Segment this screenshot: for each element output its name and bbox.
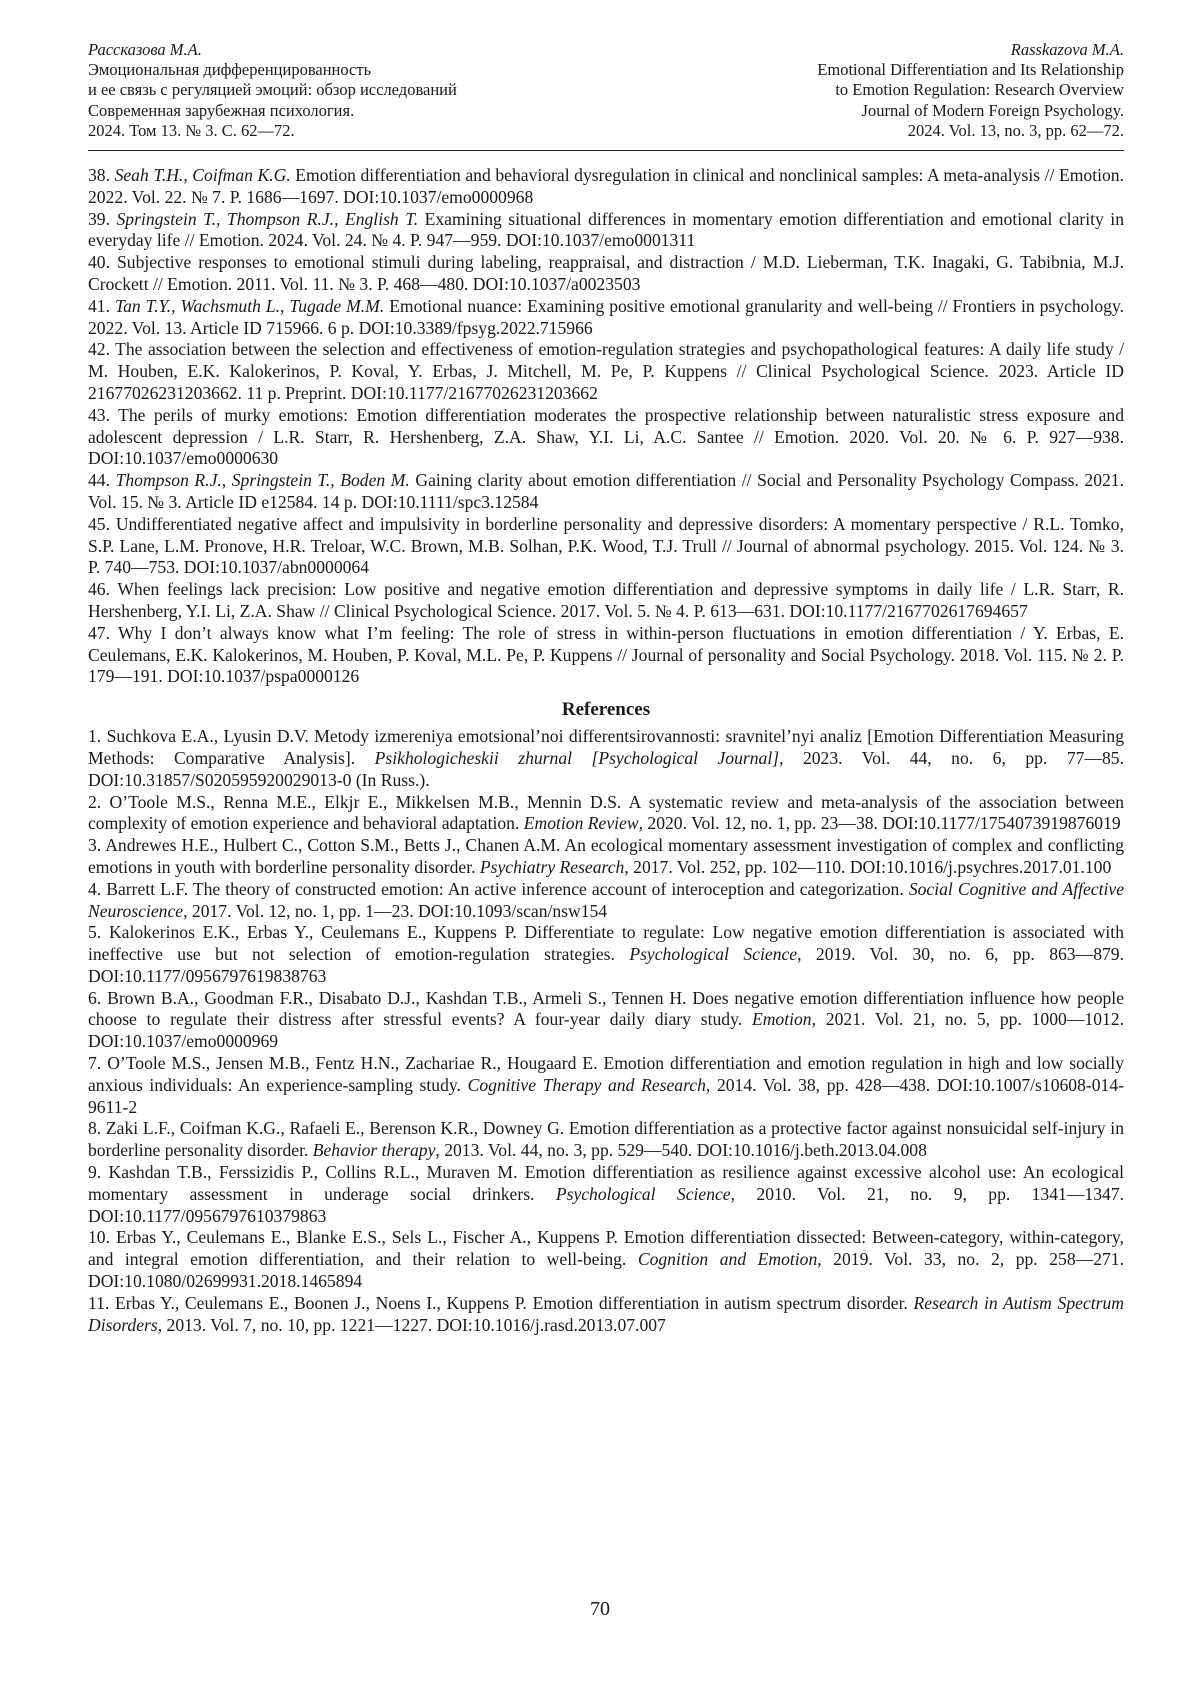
reference-entry [88, 792, 1124, 836]
reference-entry [88, 1053, 1124, 1118]
references-list [88, 726, 1124, 1336]
reference-text: The perils of murky emotions: Emotion differentiation moderates the prospective relationship between naturalistic stress exposure and adolescent depression / L.R. Starr, R. Hershenberg, Z.A. Shaw, Y.I. Li, A.C. Santee // Emotion. 2020. Vol. 20. № 6. P. 927—938. DOI:10.1037/emo0000630 [88, 405, 1124, 469]
references-heading: References [88, 698, 1124, 722]
reference-journal: Psikhologicheskii zhurnal [Psychological Journal] [375, 748, 779, 768]
reference-text: Gaining clarity about emotion differentiation // Social and Personality Psychology Compass. 2021. Vol. 15. № 3. Article ID e12584. 14 p. DOI:10.1111/spc3.12584 [88, 470, 1124, 512]
reference-number: 38. [88, 165, 110, 185]
reference-number: 4. [88, 879, 101, 899]
reference-text: Kashdan T.B., Ferssizidis P., Collins R.L., Muraven M. Emotion differentiation as resilience against excessive alcohol use: An ecological momentary assessment in underage social drinkers. [88, 1162, 1124, 1204]
reference-journal: Social Cognitive and Affective Neuroscience [88, 879, 1124, 921]
reference-entry [88, 470, 1124, 514]
reference-number: 40. [88, 252, 110, 272]
reference-text: Barrett L.F. The theory of constructed emotion: An active inference account of interoception and categorization. [106, 879, 909, 899]
reference-details: , 2023. Vol. 44, no. 6, pp. 77—85. DOI:10.31857/S020595920029013-0 (In Russ.). [88, 748, 1124, 790]
reference-number: 5. [88, 922, 101, 942]
reference-text: O’Toole M.S., Jensen M.B., Fentz H.N., Zachariae R., Hougaard E. Emotion differentiation and emotion regulation in high and low socially anxious individuals: An experience-sampling study. [88, 1053, 1124, 1095]
reference-number: 8. [88, 1118, 101, 1138]
reference-text: Brown B.A., Goodman F.R., Disabato D.J., Kashdan T.B., Armeli S., Tennen H. Does negative emotion differentiation influence how people choose to regulate their distress after stressful events? A four-year daily diary study. [88, 988, 1124, 1030]
reference-entry [88, 1227, 1124, 1292]
reference-details: , 2019. Vol. 33, no. 2, pp. 258—271. DOI:10.1080/02699931.2018.1465894 [88, 1249, 1124, 1291]
reference-text: Erbas Y., Ceulemans E., Blanke E.S., Sels L., Fischer A., Kuppens P. Emotion differentiation dissected: Between-category, within-category, and integral emotion differentiation, and their relation to well-being. [88, 1227, 1124, 1269]
reference-number: 43. [88, 405, 110, 425]
reference-details: , 2014. Vol. 38, pp. 428—438. DOI:10.1007/s10608-014-9611-2 [88, 1075, 1124, 1117]
reference-journal: Psychological Science [629, 944, 797, 964]
reference-entry [88, 514, 1124, 579]
reference-text: The association between the selection and effectiveness of emotion-regulation strategies and psychopathological features: A daily life study / M. Houben, E.K. Kalokerinos, P. Koval, Y. Erbas, J. Mitchell, M. Pe, P. Kuppens // Clinical Psychological Science. 2023. Article ID 21677026231203662. 11 p. Preprint. DOI:10.1177/21677026231203662 [88, 339, 1124, 403]
reference-details: , 2017. Vol. 12, no. 1, pp. 1—23. DOI:10.1093/scan/nsw154 [183, 901, 607, 921]
reference-journal: Behavior therapy [313, 1140, 436, 1160]
reference-number: 2. [88, 792, 101, 812]
reference-number: 7. [88, 1053, 101, 1073]
header-issue-en: 2024. Vol. 13, no. 3, pp. 62—72. [817, 121, 1124, 141]
reference-number: 44. [88, 470, 110, 490]
reference-number: 6. [88, 988, 101, 1008]
reference-number: 41. [88, 296, 110, 316]
reference-journal: Emotion [752, 1009, 812, 1029]
reference-entry [88, 835, 1124, 879]
reference-number: 42. [88, 339, 110, 359]
reference-entry [88, 339, 1124, 404]
reference-details: , 2010. Vol. 21, no. 9, pp. 1341—1347. DOI:10.1177/0956797610379863 [88, 1184, 1124, 1226]
header-issue-ru: 2024. Том 13. № 3. С. 62—72. [88, 121, 457, 141]
reference-details: , 2019. Vol. 30, no. 6, pp. 863—879. DOI:10.1177/0956797619838763 [88, 944, 1124, 986]
reference-journal: Psychological Science [556, 1184, 731, 1204]
reference-text: Undifferentiated negative affect and impulsivity in borderline personality and depressive disorders: A momentary perspective / R.L. Tomko, S.P. Lane, L.M. Pronove, H.R. Treloar, W.C. Brown, M.B. Solhan, P.K. Wood, T.J. Trull // Journal of abnormal psychology. 2015. Vol. 124. № 3. P. 740—753. DOI:10.1037/abn0000064 [88, 514, 1124, 578]
reference-authors: Thompson R.J., Springstein T., Boden M. [116, 470, 410, 490]
reference-entry [88, 623, 1124, 688]
reference-number: 47. [88, 623, 110, 643]
header-title-en-line2: to Emotion Regulation: Research Overview [817, 80, 1124, 100]
reference-entry [88, 296, 1124, 340]
reference-journal: Cognitive Therapy and Research [468, 1075, 706, 1095]
reference-text: Andrewes H.E., Hulbert C., Cotton S.M., Betts J., Chanen A.M. An ecological momentary assessment investigation of complex and conflicting emotions in youth with borderline personality disorder. [88, 835, 1124, 877]
reference-entry [88, 165, 1124, 209]
reference-text: Kalokerinos E.K., Erbas Y., Ceulemans E., Kuppens P. Differentiate to regulate: Low negative emotion differentiation is associated with ineffective use but not selection of emotion-regulation strategies. [88, 922, 1124, 964]
reference-journal: Cognition and Emotion [638, 1249, 817, 1269]
header-author-ru: Рассказова М.А. [88, 40, 457, 60]
header-title-ru-line2: и ее связь с регуляцией эмоций: обзор исследований [88, 80, 457, 100]
reference-number: 11. [88, 1293, 109, 1313]
page-content [88, 165, 1124, 1336]
reference-text: Why I don’t always know what I’m feeling: The role of stress in within-person fluctuations in emotion differentiation / Y. Erbas, E. Ceulemans, E.K. Kalokerinos, M. Houben, P. Koval, M.L. Pe, P. Kuppens // Journal of personality and Social Psychology. 2018. Vol. 115. № 2. P. 179—191. DOI:10.1037/pspa0000126 [88, 623, 1124, 687]
reference-entry [88, 252, 1124, 296]
reference-text: O’Toole M.S., Renna M.E., Elkjr E., Mikkelsen M.B., Mennin D.S. A systematic review and meta-analysis of the association between complexity of emotion experience and behavioral adaptation. [88, 792, 1124, 834]
reference-text: Emotion differentiation and behavioral dysregulation in clinical and nonclinical samples: A meta-analysis // Emotion. 2022. Vol. 22. № 7. P. 1686—1697. DOI:10.1037/emo0000968 [88, 165, 1124, 207]
reference-entry [88, 405, 1124, 470]
reference-number: 10. [88, 1227, 110, 1247]
reference-authors: Springstein T., Thompson R.J., English T. [117, 209, 419, 229]
page-number: 70 [0, 1598, 1200, 1621]
header-journal-en: Journal of Modern Foreign Psychology. [817, 101, 1124, 121]
reference-entry [88, 579, 1124, 623]
header-title-en-line1: Emotional Differentiation and Its Relationship [817, 60, 1124, 80]
reference-details: , 2017. Vol. 252, pp. 102—110. DOI:10.1016/j.psychres.2017.01.100 [624, 857, 1111, 877]
header-journal-ru: Современная зарубежная психология. [88, 101, 457, 121]
reference-entry [88, 879, 1124, 923]
literature-list [88, 165, 1124, 688]
reference-entry [88, 209, 1124, 253]
reference-details: , 2020. Vol. 12, no. 1, pp. 23—38. DOI:10.1177/1754073919876019 [639, 813, 1121, 833]
header-author-en: Rasskazova M.A. [817, 40, 1124, 60]
reference-text: Subjective responses to emotional stimuli during labeling, reappraisal, and distraction / M.D. Lieberman, T.K. Inagaki, G. Tabibnia, M.J. Crockett // Emotion. 2011. Vol. 11. № 3. P. 468—480. DOI:10.1037/a0023503 [88, 252, 1124, 294]
reference-text: Suchkova E.A., Lyusin D.V. Metody izmereniya emotsional’noi differentsirovannosti: sravnitel’nyi analiz [Emotion Differentiation Measuring Methods: Comparative Analysis]. [88, 726, 1124, 768]
reference-text: Examining situational differences in momentary emotion differentiation and emotional clarity in everyday life // Emotion. 2024. Vol. 24. № 4. P. 947—959. DOI:10.1037/emo0001311 [88, 209, 1124, 251]
reference-entry [88, 1118, 1124, 1162]
reference-text: When feelings lack precision: Low positive and negative emotion differentiation and depressive symptoms in daily life / L.R. Starr, R. Hershenberg, Y.I. Li, Z.A. Shaw // Clinical Psychological Science. 2017. Vol. 5. № 4. P. 613—631. DOI:10.1177/2167702617694657 [88, 579, 1124, 621]
reference-number: 9. [88, 1162, 101, 1182]
reference-authors: Tan T.Y., Wachsmuth L., Tugade M.M. [115, 296, 384, 316]
running-header [88, 40, 1124, 151]
reference-entry [88, 988, 1124, 1053]
reference-number: 1. [88, 726, 101, 746]
reference-number: 45. [88, 514, 110, 534]
reference-number: 39. [88, 209, 110, 229]
reference-entry [88, 922, 1124, 987]
reference-number: 3. [88, 835, 101, 855]
reference-text: Emotional nuance: Examining positive emotional granularity and well-being // Frontiers in psychology. 2022. Vol. 13. Article ID 715966. 6 p. DOI:10.3389/fpsyg.2022.715966 [88, 296, 1124, 338]
reference-text: Erbas Y., Ceulemans E., Boonen J., Noens I., Kuppens P. Emotion differentiation in autism spectrum disorder. [115, 1293, 914, 1313]
reference-entry [88, 726, 1124, 791]
reference-details: , 2021. Vol. 21, no. 5, pp. 1000—1012. DOI:10.1037/emo0000969 [88, 1009, 1124, 1051]
reference-journal: Research in Autism Spectrum Disorders [88, 1293, 1124, 1335]
reference-journal: Psychiatry Research [480, 857, 624, 877]
reference-number: 46. [88, 579, 110, 599]
header-left [88, 40, 457, 150]
reference-details: , 2013. Vol. 44, no. 3, pp. 529—540. DOI:10.1016/j.beth.2013.04.008 [435, 1140, 927, 1160]
reference-journal: Emotion Review [524, 813, 639, 833]
reference-text: Zaki L.F., Coifman K.G., Rafaeli E., Berenson K.R., Downey G. Emotion differentiation as a protective factor against nonsuicidal self-injury in borderline personality disorder. [88, 1118, 1124, 1160]
reference-entry [88, 1162, 1124, 1227]
reference-details: , 2013. Vol. 7, no. 10, pp. 1221—1227. DOI:10.1016/j.rasd.2013.07.007 [158, 1315, 666, 1335]
header-title-ru-line1: Эмоциональная дифференцированность [88, 60, 457, 80]
reference-authors: Seah T.H., Coifman K.G. [115, 165, 291, 185]
header-right [817, 40, 1124, 150]
reference-entry [88, 1293, 1124, 1337]
